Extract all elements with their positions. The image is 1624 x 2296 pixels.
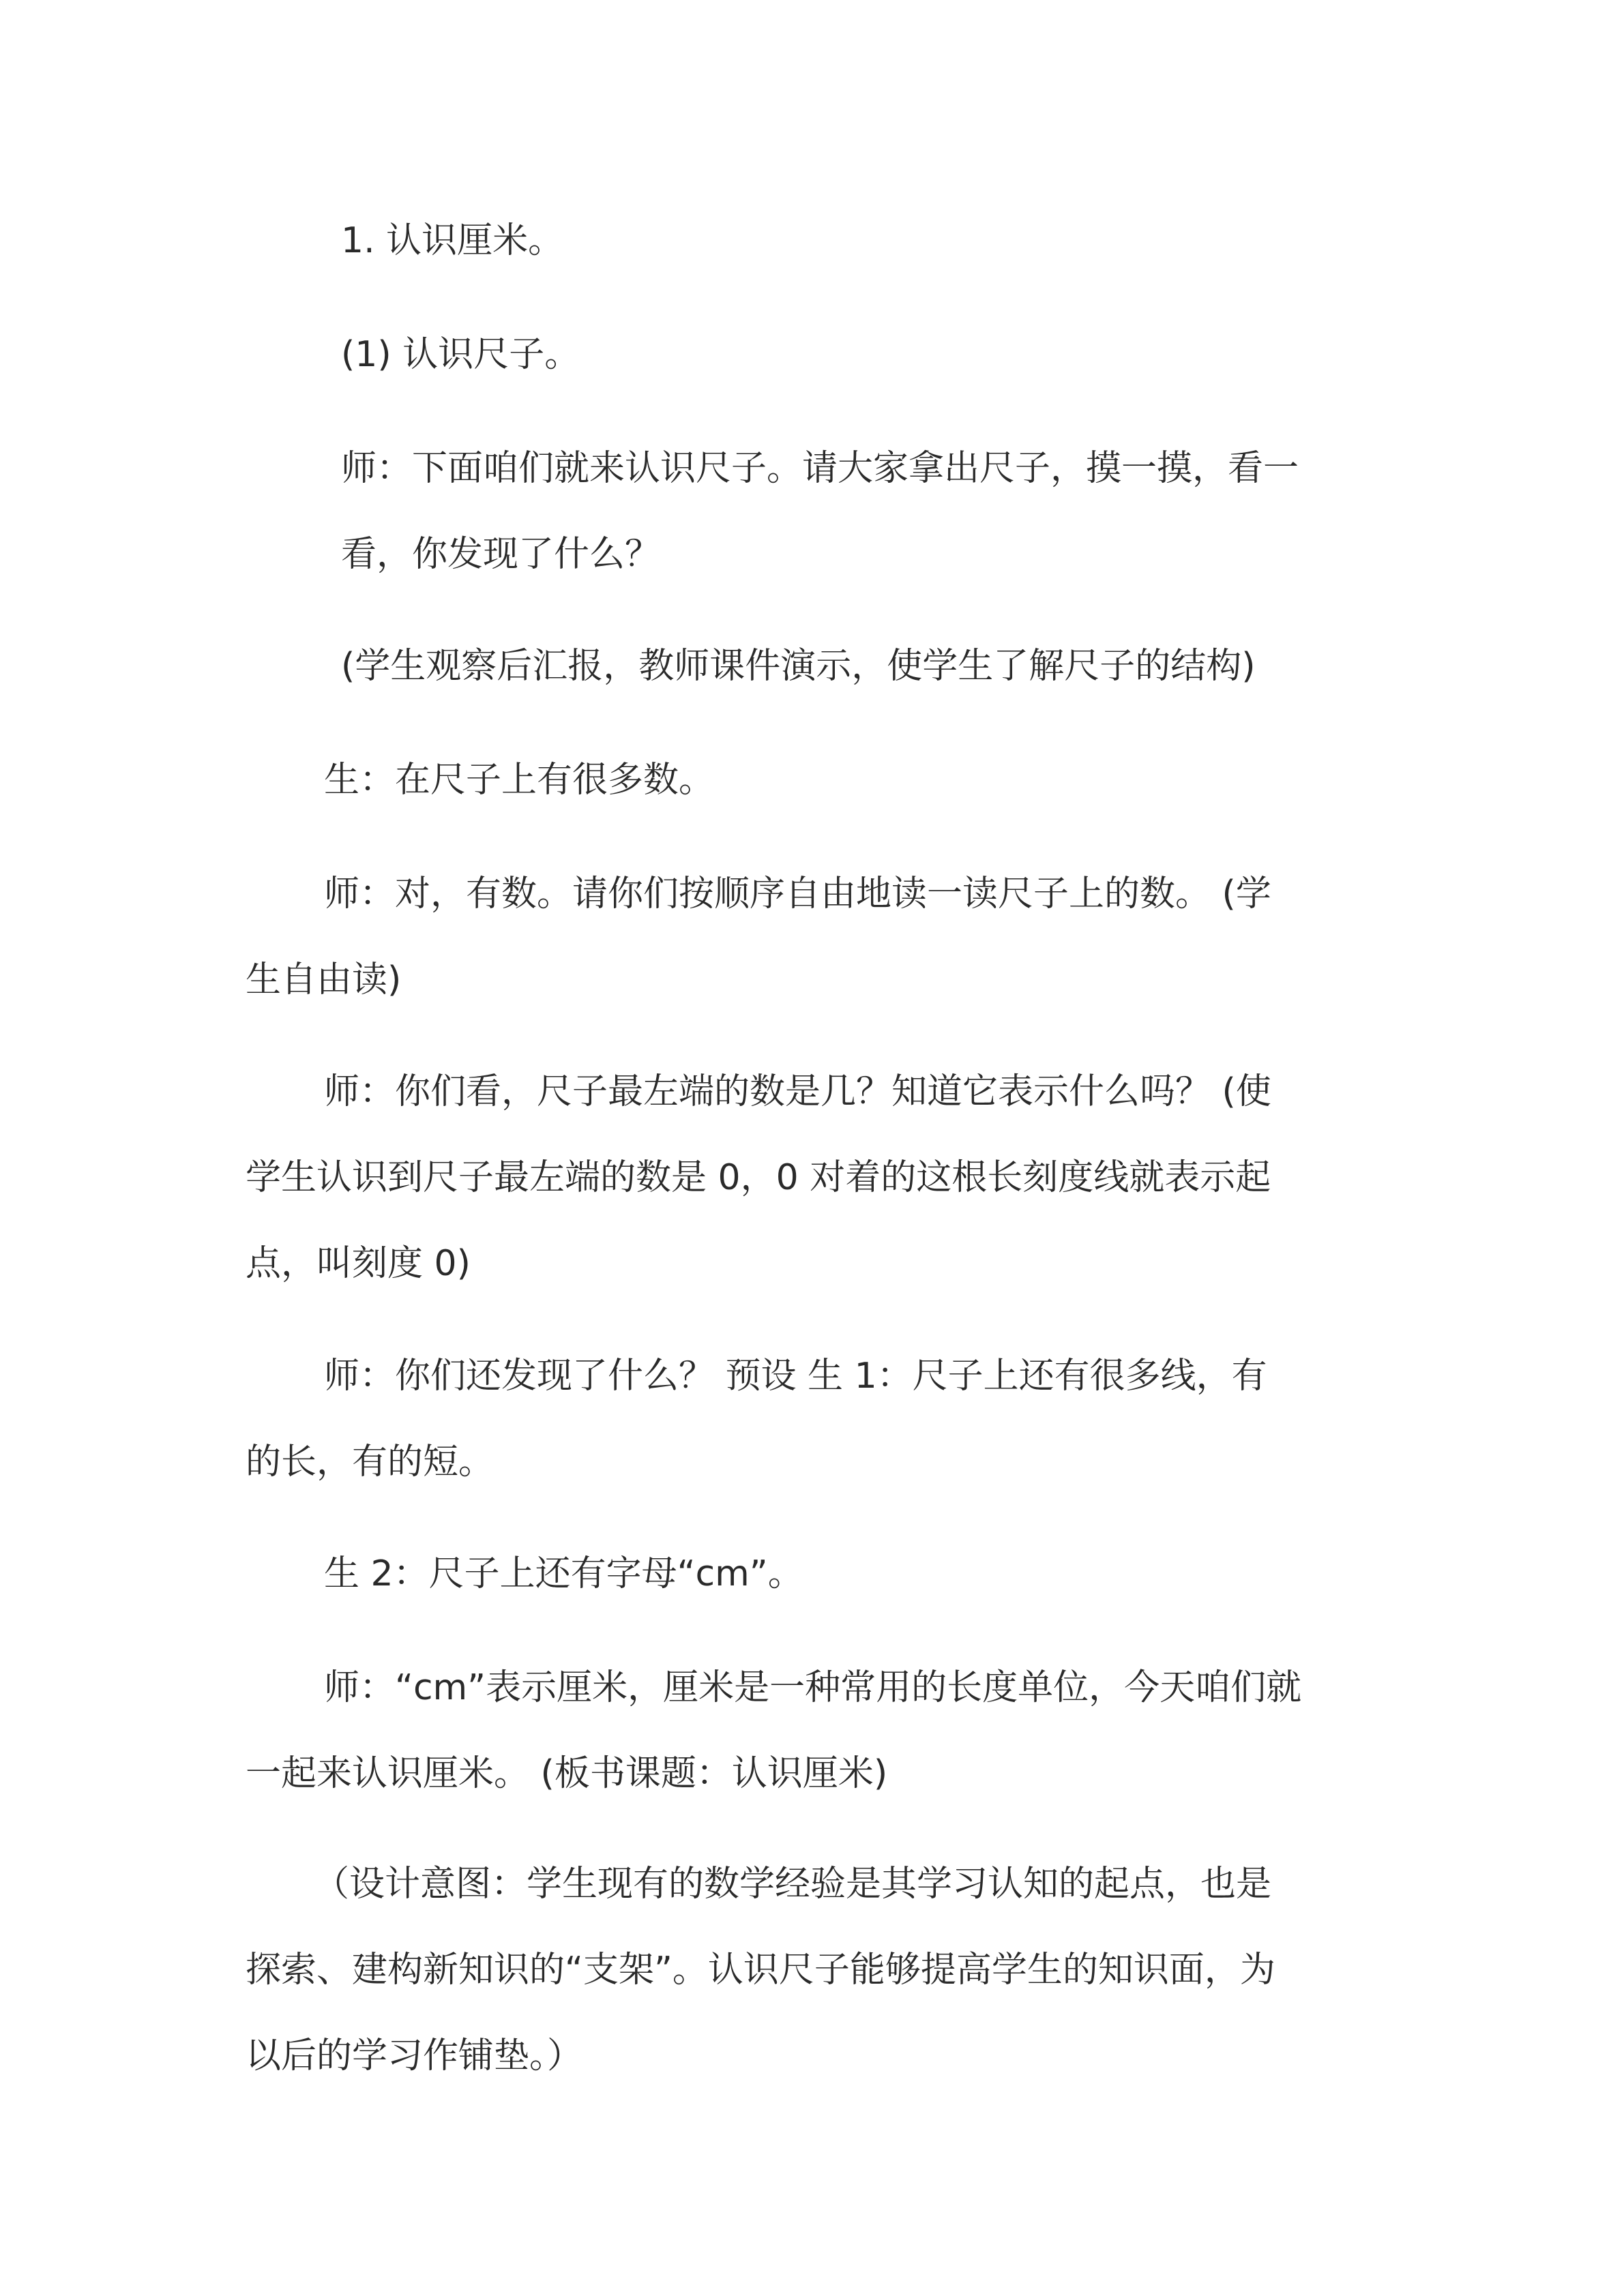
- paragraph-line: 师：对，有数。请你们按顺序自由地读一读尺子上的数。 (学: [324, 874, 1271, 914]
- paragraph-line: 点，叫刻度 0): [246, 1243, 471, 1284]
- heading-1-1: [341, 312, 580, 398]
- teacher-read-numbers-paragraph: [246, 851, 1271, 1023]
- heading-1: [341, 198, 563, 284]
- paragraph-line: 一起来认识厘米。 (板书课题：认识厘米): [246, 1753, 888, 1794]
- paragraph-line: (学生观察后汇报，教师课件演示，使学生了解尺子的结构): [341, 646, 1256, 687]
- paragraph-line: 生：在尺子上有很多数。: [324, 760, 715, 801]
- paragraph-line: 学生认识到尺子最左端的数是 0，0 对着的这根长刻度线就表示起: [246, 1157, 1271, 1198]
- paragraph-line: 探索、建构新知识的“支架”。认识尺子能够提高学生的知识面，为: [246, 1950, 1275, 1991]
- paragraph-line: 的长，有的短。: [246, 1442, 494, 1482]
- student-answer-paragraph: [324, 737, 714, 823]
- teacher-question-paragraph: [341, 426, 1299, 597]
- teacher-what-else-paragraph: [246, 1333, 1267, 1505]
- student-2-answer-paragraph: [324, 1531, 803, 1617]
- paragraph-line: 师：你们看，尺子最左端的数是几？知道它表示什么吗？ (使: [324, 1071, 1271, 1112]
- paragraph-line: （设计意图：学生现有的数学经验是其学习认知的起点，也是: [314, 1864, 1272, 1905]
- teacher-cm-paragraph: [246, 1645, 1301, 1817]
- paragraph-line: 以后的学习作铺垫。）: [246, 2036, 583, 2076]
- teacher-leftmost-number-paragraph: [246, 1049, 1271, 1307]
- paragraph-line: (1) 认识尺子。: [341, 334, 580, 375]
- design-intent-paragraph: [246, 1841, 1275, 2099]
- observation-note-paragraph: [341, 623, 1256, 709]
- paragraph-line: 师：下面咱们就来认识尺子。请大家拿出尺子，摸一摸，看一: [341, 448, 1299, 489]
- paragraph-line: 师：你们还发现了什么？ 预设 生 1：尺子上还有很多线，有: [324, 1356, 1267, 1397]
- paragraph-line: 看，你发现了什么？: [341, 534, 661, 575]
- paragraph-line: 生自由读): [246, 959, 402, 1000]
- paragraph-line: 1. 认识厘米。: [341, 220, 564, 261]
- paragraph-line: 生 2：尺子上还有字母“cm”。: [324, 1553, 803, 1594]
- paragraph-line: 师：“cm”表示厘米，厘米是一种常用的长度单位，今天咱们就: [324, 1667, 1302, 1708]
